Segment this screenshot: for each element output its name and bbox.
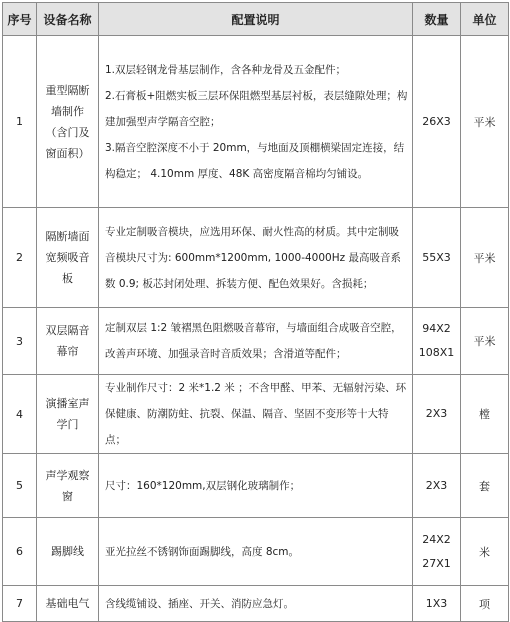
row-seq: 3 [3, 308, 37, 375]
equipment-table [2, 2, 509, 622]
row-qty [413, 36, 461, 208]
table-row [3, 586, 509, 622]
row-qty [413, 518, 461, 586]
header-name: 设备名称 [37, 3, 99, 36]
qty-line: 27X1 [422, 556, 451, 570]
table-row [3, 36, 509, 208]
qty-line: 26X3 [422, 114, 451, 128]
row-qty [413, 308, 461, 375]
row-unit: 米 [461, 518, 509, 586]
qty-line: 2X3 [425, 478, 448, 492]
qty-line: 94X2 [422, 322, 451, 335]
row-seq: 5 [3, 454, 37, 518]
row-qty [413, 208, 461, 308]
desc-line: 亚光拉丝不锈钢饰面踢脚线，高度 8cm。 [105, 545, 300, 558]
row-name: 踢脚线 [37, 518, 99, 586]
desc-line: 2.石膏板+阻燃实板三层环保阻燃型基层衬板，表层缝隙处理；构建加强型声学隔音空腔； [105, 89, 408, 128]
row-qty [413, 586, 461, 622]
row-name: 声学观察窗 [37, 454, 99, 518]
row-qty [413, 454, 461, 518]
row-unit: 平米 [461, 308, 509, 375]
desc-line: 定制双层 1:2 皱褶黑色阻燃吸音幕帘，与墙面组合成吸音空腔，改善声环境、加强录音时音质效果；含滑道等配件； [105, 322, 402, 360]
desc-line: 1.双层轻钢龙骨基层制作，含各种龙骨及五金配件； [105, 63, 347, 76]
row-unit: 平米 [461, 208, 509, 308]
row-seq: 2 [3, 208, 37, 308]
desc-line: 含线缆铺设、插座、开关、消防应急灯。 [105, 597, 294, 610]
row-desc [99, 375, 413, 454]
row-desc [99, 454, 413, 518]
header-config: 配置说明 [99, 3, 413, 36]
row-name: 双层隔音幕帘 [37, 308, 99, 375]
row-name: 隔断墙面宽频吸音板 [37, 208, 99, 308]
row-unit: 套 [461, 454, 509, 518]
desc-line: 专业定制吸音模块，应选用环保、耐火性高的材质。其中定制吸音模块尺寸为: 600mm*1200mm, 1000-4000Hz 最高吸音系数 0.9; 板芯封闭处理、拆装方便、配色效果好。含损耗； [105, 225, 401, 290]
row-seq: 6 [3, 518, 37, 586]
desc-line: 尺寸：160*120mm,双层钢化玻璃制作； [105, 479, 301, 492]
qty-line: 1X3 [425, 596, 448, 610]
qty-line: 55X3 [422, 250, 451, 264]
row-desc [99, 586, 413, 622]
row-desc [99, 308, 413, 375]
row-seq: 1 [3, 36, 37, 208]
desc-line: 3.隔音空腔深度不小于 20mm，与地面及顶棚横梁固定连接，结构稳定； 4.10mm 厚度、48K 高密度隔音棉均匀铺设。 [105, 141, 405, 180]
table-row [3, 375, 509, 454]
header-unit: 单位 [461, 3, 509, 36]
row-desc [99, 518, 413, 586]
table-header-row [3, 3, 509, 36]
qty-line: 24X2 [422, 532, 451, 546]
qty-line: 108X1 [418, 346, 455, 359]
row-name: 重型隔断墙制作（含门及窗面积） [37, 36, 99, 208]
table-row [3, 518, 509, 586]
qty-line: 2X3 [425, 407, 448, 420]
row-desc [99, 208, 413, 308]
row-name: 演播室声学门 [37, 375, 99, 454]
row-seq: 7 [3, 586, 37, 622]
table-row [3, 208, 509, 308]
row-unit: 樘 [461, 375, 509, 454]
header-qty: 数量 [413, 3, 461, 36]
row-unit: 平米 [461, 36, 509, 208]
table-row [3, 308, 509, 375]
row-name: 基础电气 [37, 586, 99, 622]
table-row [3, 454, 509, 518]
row-seq: 4 [3, 375, 37, 454]
desc-line: 专业制作尺寸：2 米*1.2 米 ；不含甲醛、甲苯、无辐射污染、环保健康、防潮防蛀、抗裂、保温、隔音、坚固不变形等十大特点； [105, 382, 407, 446]
header-seq: 序号 [3, 3, 37, 36]
row-unit: 项 [461, 586, 509, 622]
row-desc [99, 36, 413, 208]
row-qty [413, 375, 461, 454]
